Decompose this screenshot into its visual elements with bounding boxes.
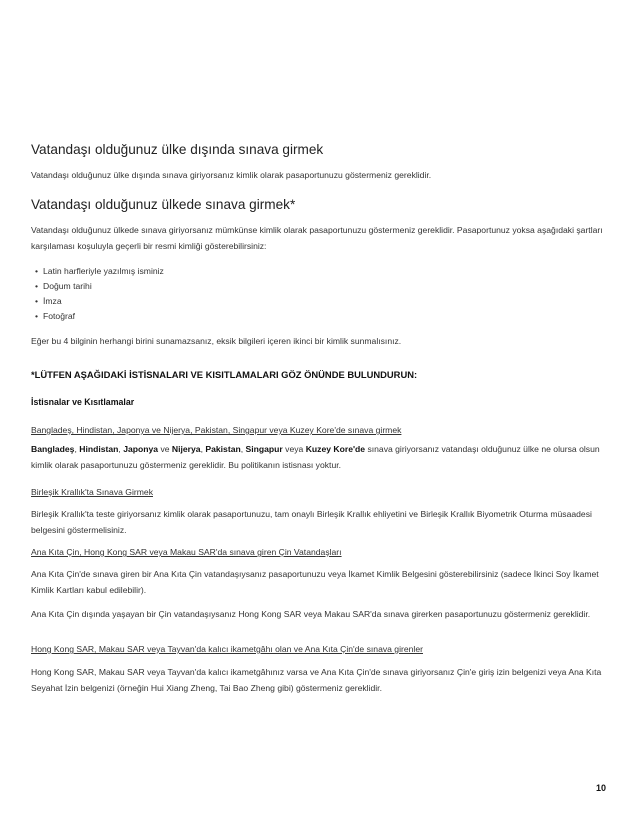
list-item: • Doğum tarihi [35, 279, 595, 294]
china-link[interactable]: Ana Kıta Çin, Hong Kong SAR veya Makau SAR'da sınava giren Çin Vatandaşları [31, 547, 342, 557]
china-paragraph-2: Ana Kıta Çin dışında yaşayan bir Çin vatandaşıysanız Hong Kong SAR veya Makau SAR'da sınava girerken pasaportunuzu göstermeniz gereklidir. [31, 609, 591, 619]
country-name: Bangladeş [31, 444, 75, 454]
notice-heading: *LÜTFEN AŞAĞIDAKİ İSTİSNALARI VE KISITLAMALARI GÖZ ÖNÜNDE BULUNDURUN: [31, 369, 418, 380]
country-name: Pakistan [205, 444, 241, 454]
country-name: Hindistan [79, 444, 119, 454]
page-number: 10 [595, 783, 606, 793]
country-name: Nijerya [171, 444, 201, 454]
list-item: • Fotoğraf [35, 309, 595, 324]
section-title-abroad: Vatandaşı olduğunuz ülke dışında sınava girmek [31, 142, 324, 157]
uk-paragraph: Birleşik Krallık'ta teste giriyorsanız kimlik olarak pasaportunuzu, tam onaylı Birleşik Krallık ehliyetini ve Birleşik Krallık Biyometrik Oturma müsaadesi belgesini göstermelisiniz. [31, 509, 592, 535]
resident-link[interactable]: Hong Kong SAR, Makau SAR veya Tayvan'da kalıcı ikametgâhı olan ve Ana Kıta Çin'de sınava girenler [31, 644, 423, 654]
missing-info-paragraph: Eğer bu 4 bilginin herhangi birini sunamazsanız, eksik bilgileri içeren ikinci bir kimlik sunmalısınız. [31, 336, 402, 346]
requirements-list [35, 264, 595, 324]
country-name: Japonya [123, 444, 159, 454]
list-item: • Latin harfleriyle yazılmış isminiz [35, 264, 595, 279]
resident-paragraph: Hong Kong SAR, Makau SAR veya Tayvan'da kalıcı ikametgâhınız varsa ve Ana Kıta Çin'de sınava giriyorsanız Çin'e giriş izin belgenizi veya Ana Kıta Seyahat İzin belgenizi (örneğin Hui Xiang Zheng, Tai Bao Zheng gibi) göstermeniz gereklidir. [31, 667, 602, 693]
countries-link[interactable]: Bangladeş, Hindistan, Japonya ve Nijerya, Pakistan, Singapur veya Kuzey Kore'de sınava girmek [31, 425, 402, 435]
countries-paragraph: Bangladeş, Hindistan, Japonya ve Nijerya, Pakistan, Singapur veya Kuzey Kore'de sınava giriyorsanız vatandaşı olduğunuz ülke ne olursa olsun kimlik olarak pasaportunuzu göstermeniz gereklidir. Bu politikanın istisnası yoktur. [31, 444, 600, 470]
list-item: • İmza [35, 294, 595, 309]
country-name: Kuzey Kore'de [305, 444, 366, 454]
china-paragraph-1: Ana Kıta Çin'de sınava giren bir Ana Kıta Çin vatandaşıysanız pasaportunuzu veya İkamet Kimlik Belgesini gösterebilirsiniz (sadece İkinci Soy İkamet Kimlik Kartları kabul edilebilir). [31, 569, 599, 595]
uk-link[interactable]: Birleşik Krallık'ta Sınava Girmek [31, 487, 153, 497]
country-name: Singapur [245, 444, 283, 454]
exceptions-heading: İstisnalar ve Kısıtlamalar [31, 397, 135, 407]
home-paragraph: Vatandaşı olduğunuz ülkede sınava giriyorsanız mümkünse kimlik olarak pasaportunuzu göstermeniz gereklidir. Pasaportunuz yoksa aşağıdaki şartları karşılaması koşuluyla geçerli bir resmi kimliği gösterebilirsiniz: [31, 225, 603, 251]
section-title-home: Vatandaşı olduğunuz ülkede sınava girmek* [31, 197, 296, 212]
abroad-paragraph: Vatandaşı olduğunuz ülke dışında sınava giriyorsanız kimlik olarak pasaportunuzu göstermeniz gereklidir. [31, 170, 432, 180]
